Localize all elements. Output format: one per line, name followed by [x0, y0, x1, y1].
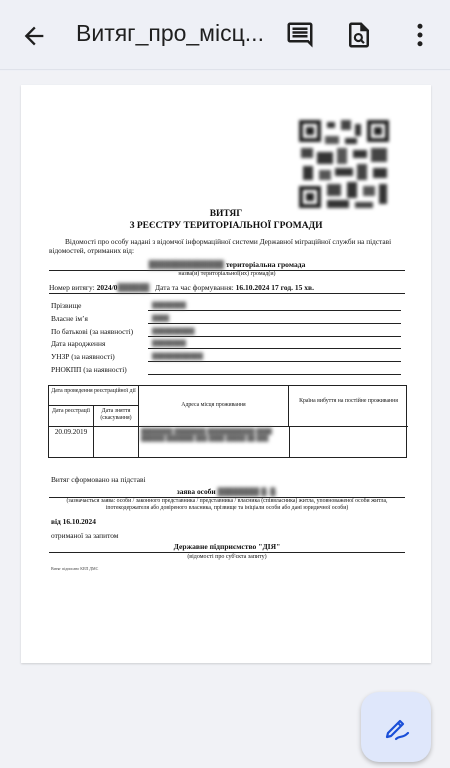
hromada-line: [49, 260, 405, 271]
country-header: Країна вибуття на постійне проживання: [289, 386, 408, 427]
document-viewer[interactable]: [0, 71, 450, 768]
row-cancel-date: [94, 427, 139, 458]
intro-text: Відомості про особу надані з відомчої інформаційної системи Державної міграційної служби на підставі відомостей, отриманих від:: [49, 237, 392, 255]
hromada-suffix: територіальна громада: [225, 260, 306, 269]
field-label: РНОКПП (за наявності): [51, 364, 127, 374]
field-row: [51, 337, 401, 350]
field-row: [51, 325, 401, 338]
doc-heading: ВИТЯГ: [209, 209, 243, 219]
field-label: УНЗР (за наявності): [51, 352, 115, 362]
received-by-request: отриманої за запитом: [51, 531, 119, 540]
nomer-value: 2024/0: [96, 283, 118, 292]
zayava-caption: (зазначається заява: особи / законного представника / представника / власника (співвласника) житла, уповноваженої особи житла, іпотекодержателя або довіреного власника, прізвище та ініціали особи або дані юридичної особи): [66, 498, 388, 511]
field-label: Прізвище: [51, 301, 82, 310]
field-value: [148, 364, 401, 375]
reg-date-header: Дата реєстрації: [49, 406, 94, 427]
date-value: 16.10.2024 17 год. 15 хв.: [235, 283, 314, 292]
zayava-line: [49, 487, 405, 498]
hromada-caption: назва(и) територіальної(их) громад(и): [178, 271, 276, 277]
nomer-label: Номер витягу:: [49, 283, 95, 292]
address-header: Адреса місця проживання: [139, 386, 289, 427]
signature-footnote: Витяг підписано КЕП ДМС: [51, 566, 99, 571]
hromada-name-redacted: ██████████████: [148, 260, 224, 269]
reg-header: Дата проведення реєстраційної дії: [49, 386, 139, 406]
vid-date: від 16.10.2024: [51, 517, 96, 526]
field-label: Власне ім’я: [51, 313, 88, 323]
field-value: ████: [148, 313, 401, 324]
nomer-redacted: ██████: [117, 283, 150, 292]
more-vert-icon[interactable]: [405, 20, 435, 50]
date-label: Дата та час формування:: [154, 283, 234, 292]
row-divider: [289, 427, 290, 458]
qr-code: [297, 118, 391, 210]
doc-subheading: З РЕЄСТРУ ТЕРИТОРІАЛЬНОЇ ГРОМАДИ: [129, 221, 323, 231]
document-title: Витяг_про_місц...: [76, 20, 264, 46]
field-value: ████████: [148, 338, 401, 349]
field-row: [51, 350, 401, 363]
edit-fab-button[interactable]: [361, 692, 431, 762]
reg-cancel-header: Дата зняття (скасування): [94, 406, 139, 427]
field-value: ██████████: [148, 326, 401, 337]
row-address-redacted: ████████ ████████ ████████████ ████ ██████ ███████ ███ ████ █████ ██ ███: [141, 429, 273, 442]
field-row: [51, 299, 401, 312]
row-reg-date: 20.09.2019: [49, 427, 94, 458]
registration-table: [48, 385, 407, 458]
field-value: ████████: [148, 300, 401, 311]
app-bar: [0, 0, 450, 70]
requester-name: Державне підприємство "ДІЯ": [49, 542, 405, 553]
zayava-name-redacted: ████████ █. █.: [217, 487, 278, 496]
requester-caption: (відомості про суб'єкта запиту): [187, 554, 267, 560]
extract-number-line: [49, 283, 405, 294]
back-arrow-icon[interactable]: [20, 22, 48, 50]
field-value: ████████████: [148, 351, 401, 362]
field-row: [51, 363, 401, 376]
field-label: Дата народження: [51, 339, 106, 349]
field-row: [51, 312, 401, 325]
edit-pen-icon: [382, 713, 410, 741]
formed-label: Витяг сформовано на підставі: [51, 475, 146, 484]
search-document-icon[interactable]: [344, 20, 374, 50]
person-fields: [51, 299, 401, 376]
zayava-text: заява особи: [176, 487, 216, 496]
document-page: [21, 85, 431, 663]
comment-icon[interactable]: [285, 20, 315, 50]
field-label: По батькові (за наявності): [51, 326, 134, 336]
